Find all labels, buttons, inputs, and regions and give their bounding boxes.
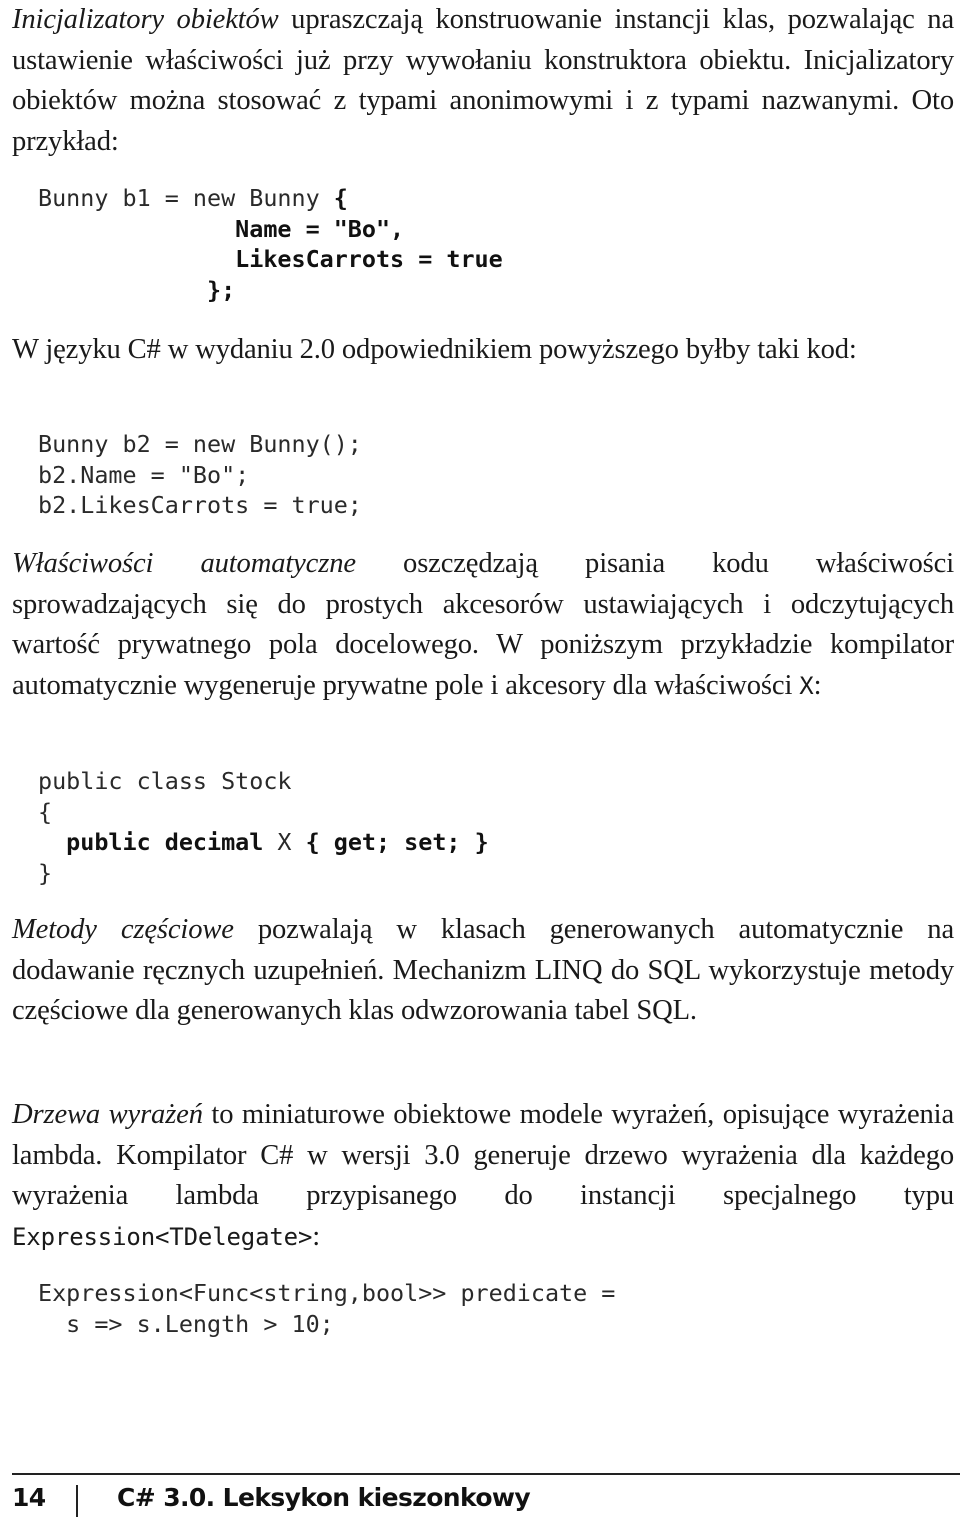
paragraph-text: W języku C# w wydaniu 2.0 odpowiednikiem powyższego byłby taki kod: (12, 334, 857, 365)
paragraph-text: oszczędzają pisania kodu właściwości sprowadzających się do prostych akcesorów ustawiających i odczytujących wartość prywatnego pola docelowego. W poniższym przykładzie kompilator automatycznie wygeneruje prywatne pole i akcesory dla właściwości (12, 548, 954, 701)
term-partial-methods: Metody częściowe (12, 914, 234, 945)
paragraph-text: pozwalają w klasach generowanych automatycznie na dodawanie ręcznych uzupełnień. Mechanizm LINQ do SQL wykorzystuje metody częściowe dla generowanych klas odwzorowania tabel SQL. (12, 914, 954, 1027)
term-object-initializers: Inicjalizatory obiektów (12, 4, 279, 35)
inline-code: Expression<TDelegate> (12, 1222, 313, 1251)
code-line: b2.LikesCarrots = true; (38, 491, 362, 519)
paragraph-auto-properties (12, 544, 954, 706)
code-block-stock-class (12, 766, 489, 888)
code-line: public class Stock (38, 767, 292, 795)
paragraph-csharp2-equivalent (12, 330, 954, 371)
code-fragment-bold: LikesCarrots = true (38, 245, 503, 273)
code-fragment-bold: public decimal (66, 828, 264, 856)
book-title: C# 3.0. Leksykon kieszonkowy (117, 1483, 531, 1512)
code-block-expression (12, 1278, 615, 1339)
code-line (38, 827, 489, 858)
code-fragment: X (263, 828, 306, 856)
paragraph-text: : (813, 669, 822, 701)
code-fragment-bold: }; (38, 275, 236, 304)
code-fragment-bold: { (333, 184, 348, 212)
inline-code: X (799, 671, 814, 700)
code-line: Expression<Func<string,bool>> predicate = (38, 1279, 616, 1307)
code-fragment-bold: { get; set; } (305, 828, 489, 856)
paragraph-partial-methods (12, 910, 954, 1032)
paragraph-text: upraszczają konstruowanie instancji klas, pozwalając na ustawienie właściwości już przy wywołaniu konstruktora obiektu. Inicjalizatory obiektów można stosować z typami anonimowymi i z typami nazwanymi. Oto przykład: (12, 4, 954, 157)
code-line (38, 244, 503, 275)
page-number: 14 (12, 1483, 46, 1512)
code-fragment: Bunny b1 = new Bunny (38, 184, 334, 212)
code-block-csharp2 (12, 429, 362, 521)
code-line: { (38, 797, 53, 826)
code-line (38, 275, 503, 306)
footer-divider (12, 1473, 960, 1475)
paragraph-object-initializers (12, 0, 954, 162)
page-footer (0, 1473, 960, 1521)
paragraph-text: : (312, 1220, 321, 1252)
paragraph-text: to miniaturowe obiektowe modele wyrażeń, opisujące wyrażenia lambda. Kompilator C# w wersji 3.0 generuje drzewo wyrażenia dla każdego wyrażenia lambda przypisanego do instancji specjalnego typu (12, 1099, 954, 1212)
code-line: } (38, 858, 53, 887)
term-expression-trees: Drzewa wyrażeń (12, 1099, 203, 1130)
footer-separator (76, 1485, 78, 1517)
code-block-object-initializer (12, 183, 503, 305)
code-line (38, 183, 503, 214)
paragraph-expression-trees (12, 1095, 954, 1257)
code-line: Bunny b2 = new Bunny(); (38, 430, 362, 458)
code-line: b2.Name = "Bo"; (38, 460, 250, 489)
term-auto-properties: Właściwości automatyczne (12, 548, 356, 579)
code-fragment-bold: Name = "Bo", (38, 214, 405, 243)
code-fragment (38, 828, 66, 856)
code-line: s => s.Length > 10; (38, 1309, 334, 1338)
code-line (38, 214, 503, 245)
